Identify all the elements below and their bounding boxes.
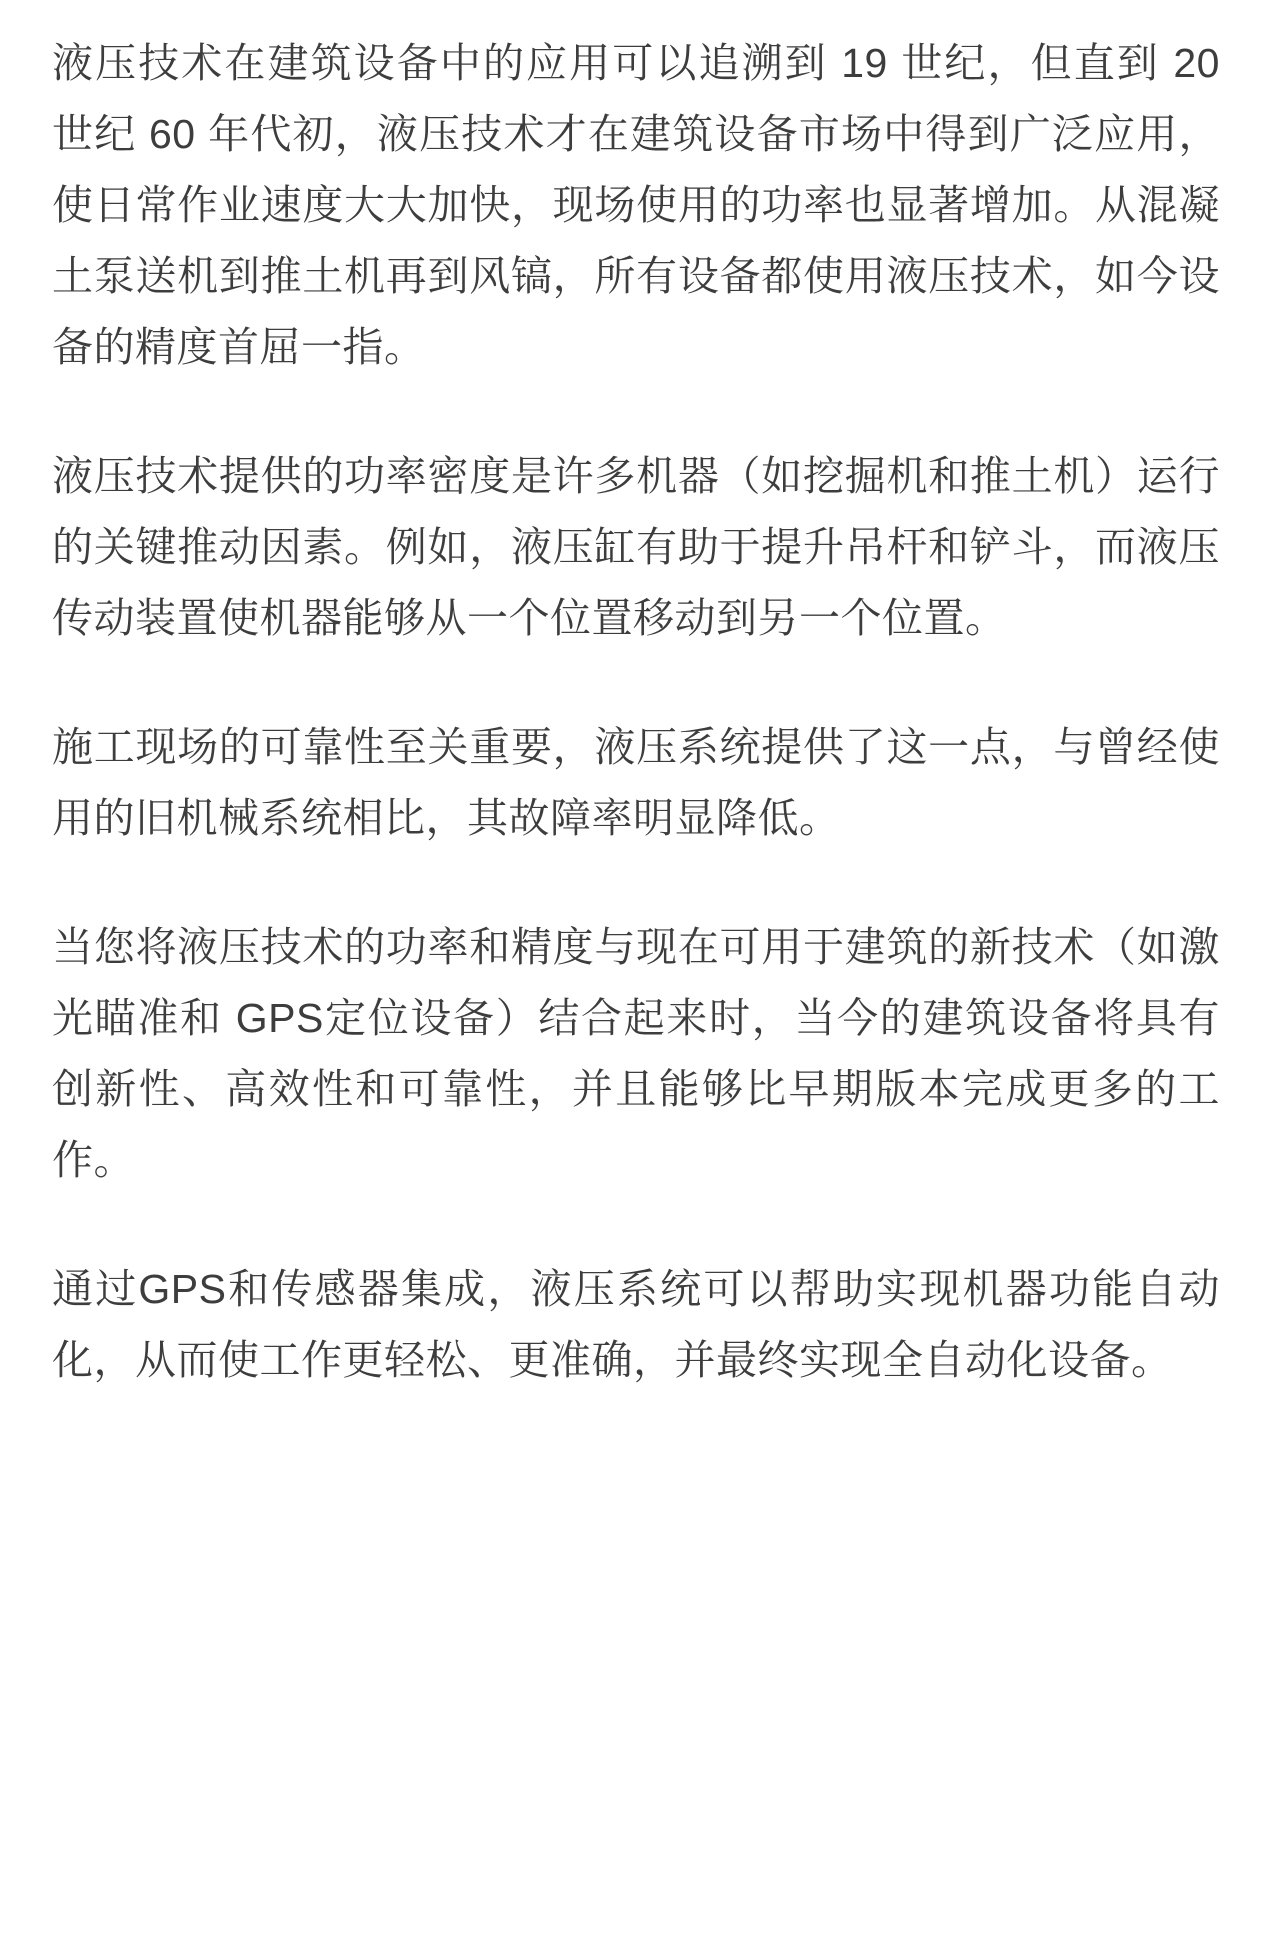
paragraph-1: 液压技术在建筑设备中的应用可以追溯到 19 世纪，但直到 20 世纪 60 年代初，液压技术才在建筑设备市场中得到广泛应用，使日常作业速度大大加快，现场使用的功率也显著增加。从混凝土泵送机到推土机再到风镐，所有设备都使用液压技术，如今设备的精度首屈一指。 bbox=[52, 40, 1220, 370]
paragraph-2: 液压技术提供的功率密度是许多机器（如挖掘机和推土机）运行的关键推动因素。例如，液压缸有助于提升吊杆和铲斗，而液压传动装置使机器能够从一个位置移动到另一个位置。 bbox=[52, 453, 1220, 641]
paragraph-4: 当您将液压技术的功率和精度与现在可用于建筑的新技术（如激光瞄准和 GPS定位设备）结合起来时，当今的建筑设备将具有创新性、高效性和可靠性，并且能够比早期版本完成更多的工作。 bbox=[52, 924, 1220, 1183]
paragraph-3: 施工现场的可靠性至关重要，液压系统提供了这一点，与曾经使用的旧机械系统相比，其故障率明显降低。 bbox=[52, 724, 1220, 841]
paragraph-5: 通过GPS和传感器集成，液压系统可以帮助实现机器功能自动化，从而使工作更轻松、更准确，并最终实现全自动化设备。 bbox=[52, 1266, 1220, 1383]
